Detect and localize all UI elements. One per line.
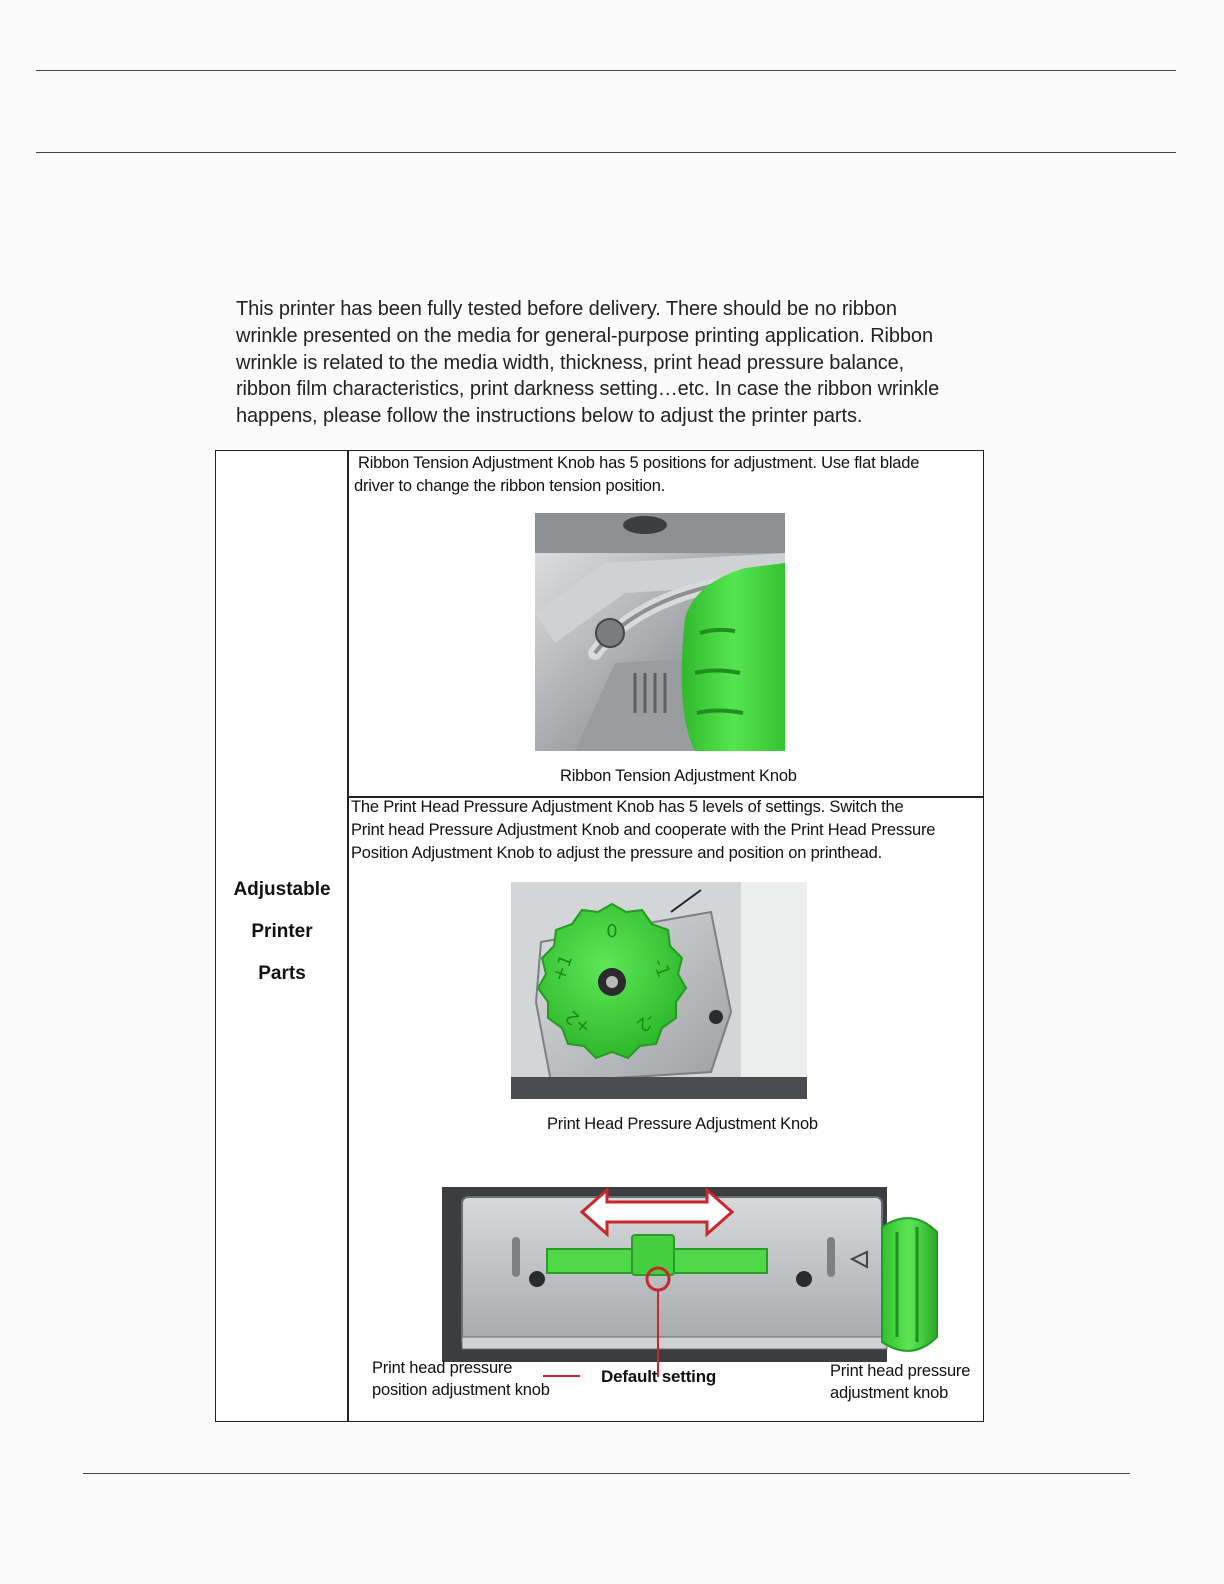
knob-label: +2 [561,1005,596,1039]
position-knob-annotation [372,1357,550,1401]
annotation-line: position adjustment knob [372,1381,550,1399]
knob-label: +1 [548,952,578,985]
knob-label: 0 [606,921,618,942]
ribbon-tension-description [354,452,919,498]
annotation-line: Print head pressure [372,1359,513,1377]
description-line: The Print Head Pressure Adjustment Knob has 5 levels of settings. Switch the [351,798,904,816]
annotation-line: adjustment knob [830,1384,949,1402]
header-rule-bottom [36,152,1176,153]
adjustable-parts-table [215,450,984,1422]
print-head-assembly-photo [442,1187,942,1377]
description-line: Position Adjustment Knob to adjust the pressure and position on printhead. [351,844,882,862]
row-label-line: Parts [258,963,306,984]
pressure-knob-photo [511,882,807,1099]
ribbon-tension-knob-photo [535,513,785,751]
pressure-knob-annotation [830,1360,970,1404]
pressure-knob-description [351,796,935,865]
description-line: Print head Pressure Adjustment Knob and cooperate with the Print Head Pressure [351,821,936,839]
print-head-assembly-illustration [442,1187,942,1377]
description-line: driver to change the ribbon tension position. [354,477,666,495]
ribbon-tension-knob-illustration [535,513,785,751]
footer-rule [83,1473,1130,1474]
default-setting-annotation: Default setting [601,1367,717,1386]
intro-line: ribbon film characteristics, print darkness setting…etc. In case the ribbon wrinkle [236,378,940,401]
pressure-knob-caption: Print Head Pressure Adjustment Knob [547,1115,818,1133]
intro-line: happens, please follow the instructions below to adjust the printer parts. [236,405,863,428]
header-rule-top [36,70,1176,71]
description-line: Ribbon Tension Adjustment Knob has 5 positions for adjustment. Use flat blade [358,454,920,472]
row-label-line: Adjustable [233,879,331,900]
intro-paragraph [236,296,996,430]
ribbon-tension-caption: Ribbon Tension Adjustment Knob [560,767,797,785]
annotation-line: Print head pressure [830,1362,971,1380]
intro-line: wrinkle is related to the media width, thickness, print head pressure balance, [236,351,905,374]
intro-line: wrinkle presented on the media for general-purpose printing application. Ribbon [236,324,933,347]
knob-label: -2 [631,1008,660,1037]
intro-line: This printer has been fully tested before delivery. There should be no ribbon [236,298,897,320]
pressure-knob-illustration [511,882,807,1099]
row-label-line: Printer [251,921,313,942]
row-label [216,869,348,995]
knob-label: -1 [648,956,675,981]
